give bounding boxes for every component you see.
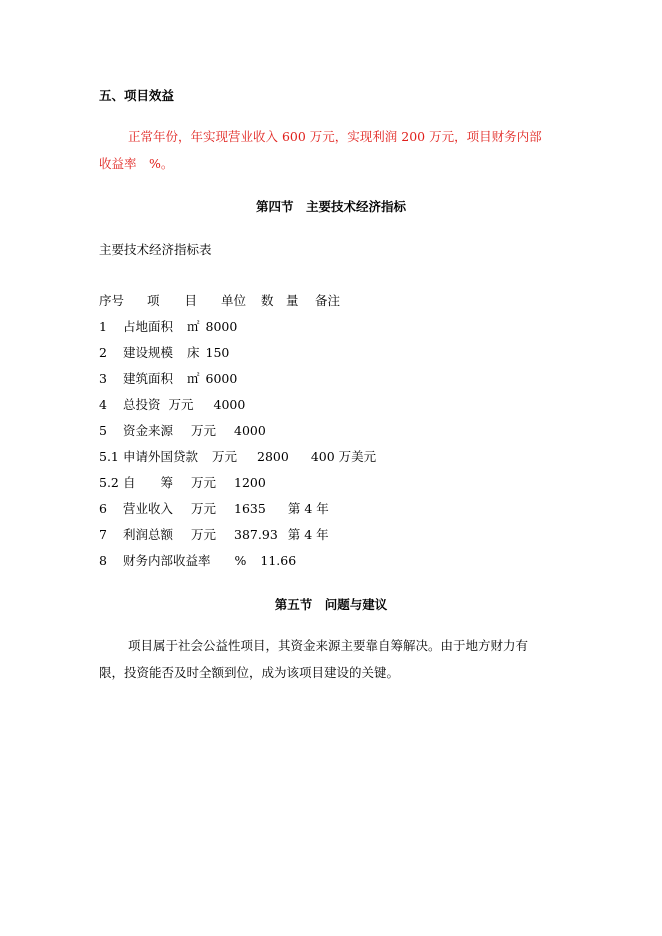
row-unit: ㎡	[187, 319, 200, 334]
row-qty: 387.93	[234, 527, 278, 542]
row-seq: 4	[99, 397, 107, 412]
header-qty: 数 量	[261, 293, 299, 308]
row-qty: 6000	[205, 371, 238, 386]
row-seq: 1	[99, 319, 107, 334]
row-qty: 1635	[234, 501, 266, 516]
table-header	[99, 293, 340, 309]
row-unit: 万元	[191, 423, 217, 438]
row-qty: 2800	[257, 449, 289, 464]
conclusion-line-2: 限，投资能否及时全额到位，成为该项目建设的关键。	[99, 665, 400, 680]
row-qty: 11.66	[260, 553, 297, 568]
table-row	[99, 371, 237, 387]
header-note: 备注	[315, 293, 341, 308]
row-item: 占地面积	[123, 319, 174, 334]
row-note: 400 万美元	[310, 449, 377, 464]
row-unit: 万元	[191, 527, 217, 542]
conclusion-line-1: 项目属于社会公益性项目，其资金来源主要靠自筹解决。由于地方财力有	[128, 638, 529, 653]
table-row	[99, 423, 266, 439]
row-seq: 2	[99, 345, 107, 360]
section-title-indicators: 第四节 主要技术经济指标	[255, 199, 406, 214]
header-seq: 序号	[99, 293, 125, 308]
table-row	[99, 449, 376, 465]
row-item: 建筑面积	[123, 371, 174, 386]
header-item: 项 目	[147, 293, 198, 308]
row-seq: 5	[99, 423, 107, 438]
row-unit: ㎡	[187, 371, 200, 386]
row-item: 资金来源	[123, 423, 174, 438]
row-qty: 4000	[213, 397, 246, 412]
row-item: 利润总额	[123, 527, 174, 542]
row-seq: 8	[99, 553, 107, 568]
table-row	[99, 345, 229, 361]
row-seq: 5.2	[99, 475, 119, 490]
row-unit: 万元	[191, 501, 217, 516]
row-qty: 150	[205, 345, 230, 360]
table-row	[99, 553, 296, 569]
row-seq: 5.1	[99, 449, 119, 464]
table-row	[99, 319, 237, 335]
table-row	[99, 397, 245, 413]
benefit-paragraph-line-2: 收益率 %。	[99, 156, 174, 171]
table-row	[99, 501, 329, 517]
row-seq: 3	[99, 371, 107, 386]
row-unit: 万元	[191, 475, 217, 490]
row-seq: 7	[99, 527, 107, 542]
row-qty: 4000	[234, 423, 266, 438]
row-qty: 8000	[205, 319, 238, 334]
row-item: 营业收入	[123, 501, 174, 516]
row-item: 建设规模	[123, 345, 174, 360]
row-qty: 1200	[234, 475, 266, 490]
header-unit: 单位	[221, 293, 247, 308]
table-title: 主要技术经济指标表	[99, 242, 212, 257]
section-title-issues: 第五节 问题与建议	[274, 597, 388, 612]
row-note: 第 4 年	[287, 501, 329, 516]
table-row	[99, 475, 266, 491]
row-seq: 6	[99, 501, 107, 516]
row-unit: 床	[187, 345, 200, 360]
section-heading-benefits: 五、项目效益	[99, 88, 175, 103]
row-item: 财务内部收益率	[123, 553, 211, 568]
row-note: 第 4 年	[287, 527, 329, 542]
row-item: 申请外国贷款	[123, 449, 199, 464]
row-unit: 万元	[212, 449, 238, 464]
table-row	[99, 527, 329, 543]
row-unit: %	[234, 553, 247, 568]
row-unit: 万元	[168, 397, 194, 412]
row-item: 自 筹	[123, 475, 174, 490]
row-item: 总投资	[123, 397, 161, 412]
benefit-paragraph-line-1: 正常年份，年实现营业收入 600 万元，实现利润 200 万元，项目财务内部	[128, 129, 542, 144]
